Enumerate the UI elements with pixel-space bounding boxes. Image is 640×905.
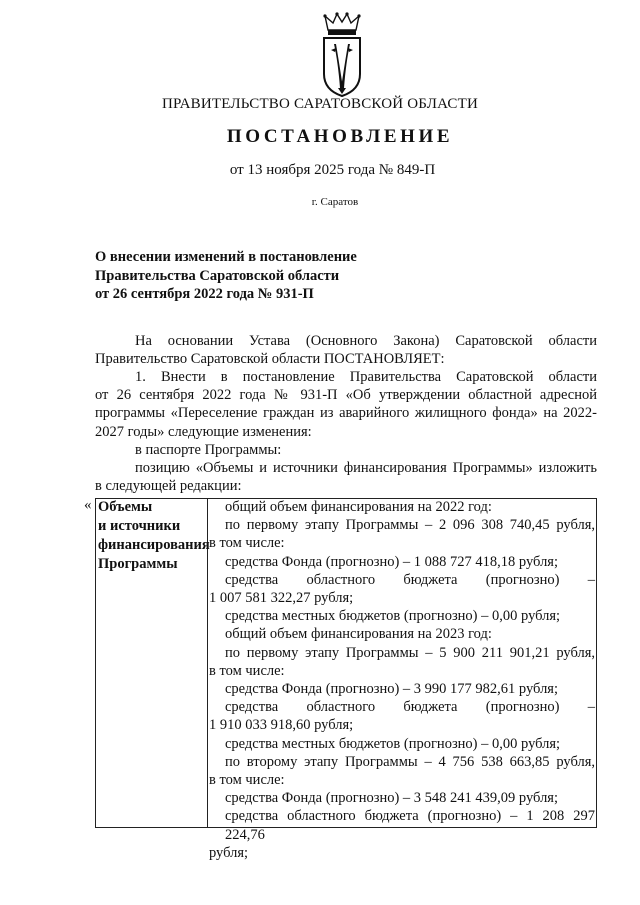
financing-line: по второму этапу Программы – 4 756 538 663,85 рубля, xyxy=(225,753,595,770)
table-left-cell xyxy=(98,498,208,574)
financing-line: средства областного бюджета (прогнозно) – xyxy=(225,571,595,588)
financing-line: по первому этапу Программы – 5 900 211 901,21 рубля, xyxy=(225,644,595,661)
financing-line: средства Фонда (прогнозно) – 3 990 177 982,61 рубля; xyxy=(225,681,559,698)
subject-line: Правительства Саратовской области xyxy=(95,267,340,284)
financing-line: в том числе: xyxy=(209,535,285,552)
item-1-line: программы «Переселение граждан из аварийного жилищного фонда» на 2022- xyxy=(95,405,597,422)
position-line: позицию «Объемы и источники финансирования Программы» изложить xyxy=(135,460,597,477)
financing-line: средства Фонда (прогнозно) – 1 088 727 418,18 рубля; xyxy=(225,553,559,570)
subject-line: О внесении изменений в постановление xyxy=(95,249,357,265)
document-subject xyxy=(95,248,455,304)
financing-line: средства местных бюджетов (прогнозно) – 0,00 рубля; xyxy=(225,608,561,625)
financing-line: средства Фонда (прогнозно) – 3 548 241 439,09 рубля; xyxy=(225,790,559,807)
financing-line: 1 910 033 918,60 рубля; xyxy=(209,717,354,734)
item-1-line: 1. Внести в постановление Правительства Саратовской области xyxy=(135,369,597,385)
left-cell-line: и источники xyxy=(98,518,181,534)
issuing-authority: ПРАВИТЕЛЬСТВО САРАТОВСКОЙ ОБЛАСТИ xyxy=(161,96,479,112)
item-1-line: 2027 годы» следующие изменения: xyxy=(95,423,312,440)
financing-line: в том числе: xyxy=(209,662,285,679)
financing-line: средства местных бюджетов (прогнозно) – 0,00 рубля; xyxy=(225,735,561,752)
opening-quote: « xyxy=(84,497,92,513)
document-date-number: от 13 ноября 2025 года № 849-П xyxy=(229,162,436,178)
preamble-line: На основании Устава (Основного Закона) Саратовской области xyxy=(135,333,597,349)
coat-of-arms-icon xyxy=(320,12,364,98)
financing-line: в том числе: xyxy=(209,772,285,789)
financing-line: средства областного бюджета (прогнозно) – 1 208 297 224,76 xyxy=(225,808,595,843)
financing-line: по первому этапу Программы – 2 096 308 740,45 рубля, xyxy=(225,517,595,534)
left-cell-line: Объемы xyxy=(98,499,153,515)
financing-line: общий объем финансирования на 2022 год: xyxy=(225,499,492,515)
passport-line: в паспорте Программы: xyxy=(135,441,282,458)
subject-line: от 26 сентября 2022 года № 931-П xyxy=(95,286,314,302)
preamble xyxy=(95,332,597,368)
document-city: г. Саратов xyxy=(311,196,359,208)
item-1-line: от 26 сентября 2022 года № 931-П «Об утверждении областной адресной xyxy=(95,387,597,404)
financing-line: средства областного бюджета (прогнозно) – xyxy=(225,699,595,716)
preamble-line: Правительство Саратовской области ПОСТАНОВЛЯЕТ: xyxy=(95,351,445,368)
left-cell-line: финансирования xyxy=(98,537,210,553)
document-type: ПОСТАНОВЛЕНИЕ xyxy=(226,126,454,147)
financing-table xyxy=(84,497,599,861)
table-right-cell xyxy=(209,498,595,862)
item-1 xyxy=(95,368,597,495)
left-cell-line: Программы xyxy=(98,556,178,572)
financing-line: рубля; xyxy=(209,844,249,861)
financing-line: общий объем финансирования на 2023 год: xyxy=(225,626,492,643)
position-line: в следующей редакции: xyxy=(95,478,242,495)
financing-line: 1 007 581 322,27 рубля; xyxy=(209,590,354,607)
